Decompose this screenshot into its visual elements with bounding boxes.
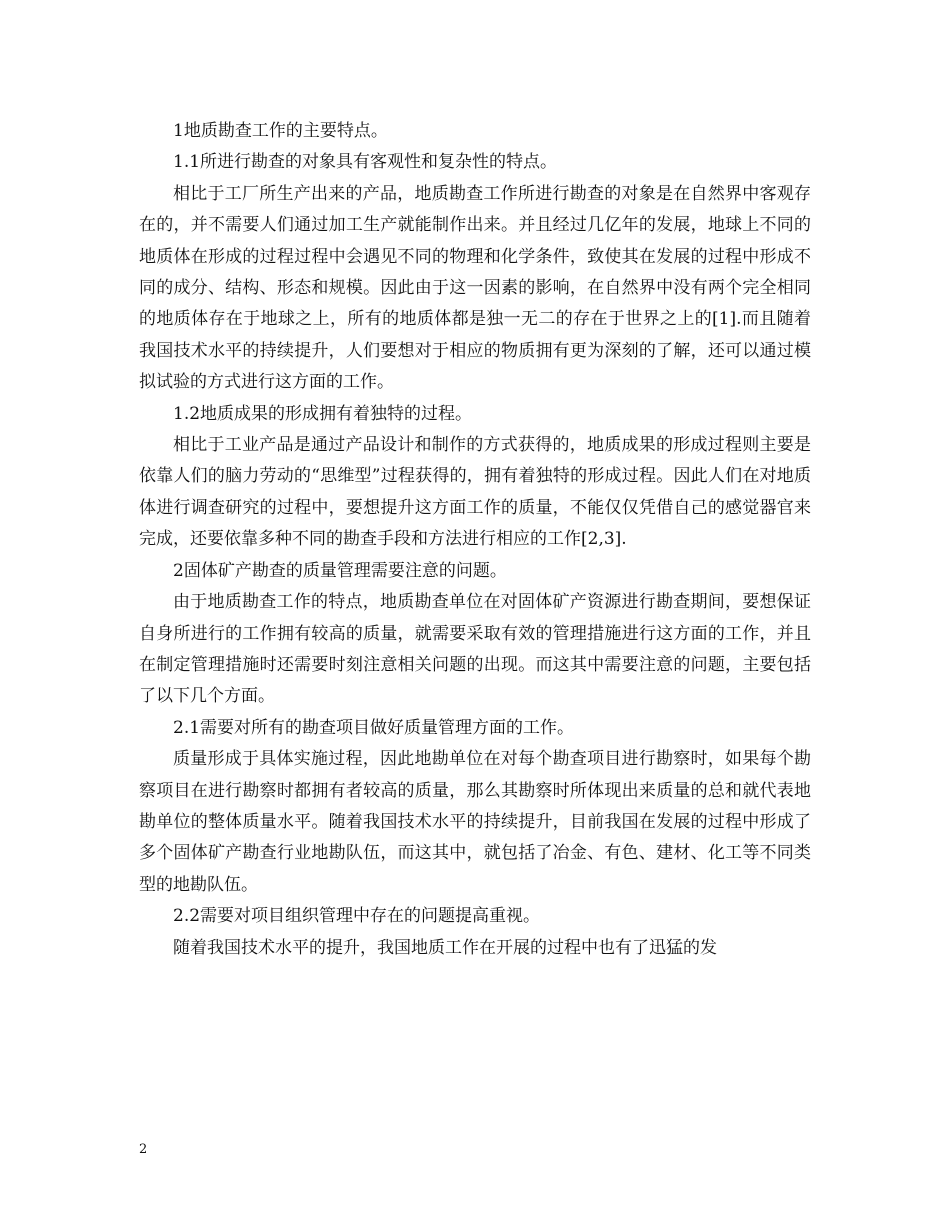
paragraph-2-2: 随着我国技术水平的提升，我国地质工作在开展的过程中也有了迅猛的发: [173, 937, 717, 958]
paragraph-1-2: 相比于工业产品是通过产品设计和制作的方式获得的，地质成果的形成过程则主要是依靠人们的脑力劳动的“思维型”过程获得的，拥有着独特的形成过程。因此人们在对地质体进行调查研究的过程中，要想提升这方面工作的质量，不能仅仅凭借自己的感觉器官来完成，还要依靠多种不同的勘查手段和方法进行相应的工作[2,3].: [139, 435, 811, 550]
section-heading-1: 1地质勘查工作的主要特点。: [173, 121, 388, 141]
page-number: 2: [139, 1142, 148, 1157]
subsection-heading-1-1: 1.1所进行勘查的对象具有客观性和复杂性的特点。: [173, 152, 558, 173]
section-heading-2: 2固体矿产勘查的质量管理需要注意的问题。: [173, 560, 507, 581]
paragraph-1-1: 相比于工厂所生产出来的产品，地质勘查工作所进行勘查的对象是在自然界中客观存在的，并不需要人们通过加工生产就能制作出来。并且经过几亿年的发展，地球上不同的地质体在形成的过程过程中会遇见不同的物理和化学条件，致使其在发展的过程中形成不同的成分、结构、形态和规模。因此由于这一因素的影响，在自然界中没有两个完全相同的地质体存在于地球之上，所有的地质体都是独一无二的存在于世界之上的[1].而且随着我国技术水平的持续提升，人们要想对于相应的物质拥有更为深刻的了解，还可以通过模拟试验的方式进行这方面的工作。: [139, 183, 811, 393]
document-body: [139, 116, 811, 964]
subsection-heading-2-2: 2.2需要对项目组织管理中存在的问题提高重视。: [173, 906, 541, 927]
paragraph-2-1: 质量形成于具体实施过程，因此地勘单位在对每个勘查项目进行勘察时，如果每个勘察项目在进行勘察时都拥有者较高的质量，那么其勘察时所体现出来质量的总和就代表地勘单位的整体质量水平。随着我国技术水平的持续提升，目前我国在发展的过程中形成了多个固体矿产勘查行业地勘队伍，而这其中，就包括了冶金、有色、建材、化工等不同类型的地勘队伍。: [139, 749, 811, 895]
subsection-heading-2-1: 2.1需要对所有的勘查项目做好质量管理方面的工作。: [173, 717, 575, 738]
paragraph-2: 由于地质勘查工作的特点，地质勘查单位在对固体矿产资源进行勘查期间，要想保证自身所进行的工作拥有较高的质量，就需要采取有效的管理措施进行这方面的工作，并且在制定管理措施时还需要时刻注意相关问题的出现。而这其中需要注意的问题，主要包括了以下几个方面。: [139, 592, 811, 707]
subsection-heading-1-2: 1.2地质成果的形成拥有着独特的过程。: [173, 403, 473, 424]
